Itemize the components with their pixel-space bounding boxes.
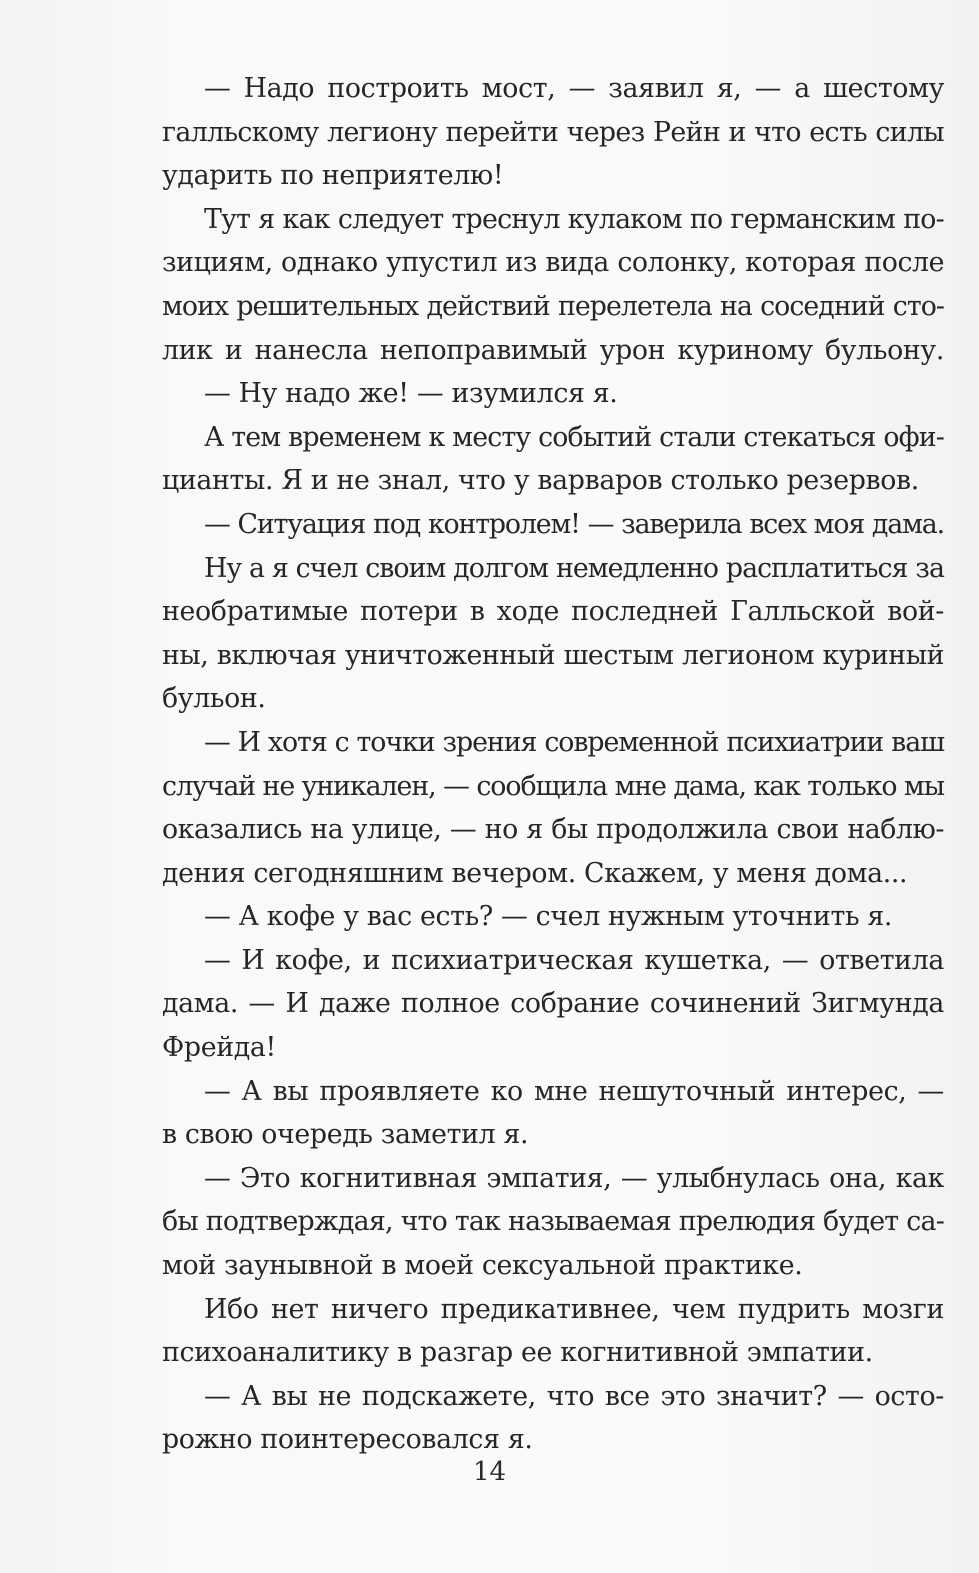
text-line: дения сегодняшним вечером. Скажем, у меня дома... (162, 857, 908, 889)
text-line: — Это когнитивная эмпатия, — улыбнулась она, как (204, 1162, 944, 1194)
text-line: рожно поинтересовался я. (162, 1424, 533, 1456)
text-line: — Ну надо же! — изумился я. (204, 378, 618, 410)
text-line: бы подтверждая, что так называемая прелюдия будет са- (162, 1206, 944, 1238)
page-number: 14 (472, 1457, 507, 1487)
text-line: оказались на улице, — но я бы продолжила свои наблю- (162, 814, 944, 846)
text-line: — А кофе у вас есть? — счел нужным уточнить я. (204, 901, 893, 933)
text-line: мой заунывной в моей сексуальной практике. (162, 1250, 803, 1282)
text-line: А тем временем к месту событий стали стекаться офи- (204, 421, 944, 453)
text-line: цианты. Я и не знал, что у варваров столько резервов. (162, 465, 919, 497)
text-line: в свою очередь заметил я. (162, 1119, 529, 1151)
text-line: моих решительных действий перелетела на соседний сто- (162, 290, 944, 322)
text-line: — А вы не подскажете, что все это значит? — осто- (204, 1380, 944, 1412)
text-line: случай не уникален, — сообщила мне дама, как только мы (162, 770, 944, 802)
text-line: необратимые потери в ходе последней Галльской вой- (162, 596, 944, 628)
text-line: бульон. (162, 683, 266, 715)
text-line: дама. — И даже полное собрание сочинений Зигмунда (162, 988, 944, 1020)
text-line: — Надо построить мост, — заявил я, — а шестому (204, 73, 944, 104)
text-line: зициям, однако упустил из вида солонку, которая после (162, 247, 944, 279)
body-text (162, 67, 944, 1462)
text-line: ны, включая уничтоженный шестым легионом куриный (162, 639, 944, 671)
text-line: Ибо нет ничего предикативнее, чем пудрить мозги (204, 1293, 944, 1325)
text-line: Фрейда! (162, 1032, 276, 1064)
text-line: Тут я как следует треснул кулаком по германским по- (204, 203, 944, 235)
text-line: галльскому легиону перейти через Рейн и что есть силы (162, 116, 944, 148)
text-line: ударить по неприятелю! (162, 160, 504, 192)
text-line: лик и нанесла непоправимый урон куриному бульону. (162, 334, 944, 366)
text-line: — И хотя с точки зрения современной психиатрии ваш (204, 726, 944, 758)
text-line: — Ситуация под контролем! — заверила всех моя дама. (204, 508, 944, 540)
text-line: психоаналитику в разгар ее когнитивной эмпатии. (162, 1337, 873, 1369)
text-line: — А вы проявляете ко мне нешуточный интерес, — (204, 1075, 944, 1107)
text-line: — И кофе, и психиатрическая кушетка, — ответила (204, 944, 944, 976)
text-line: Ну а я счел своим долгом немедленно расплатиться за (204, 552, 944, 584)
